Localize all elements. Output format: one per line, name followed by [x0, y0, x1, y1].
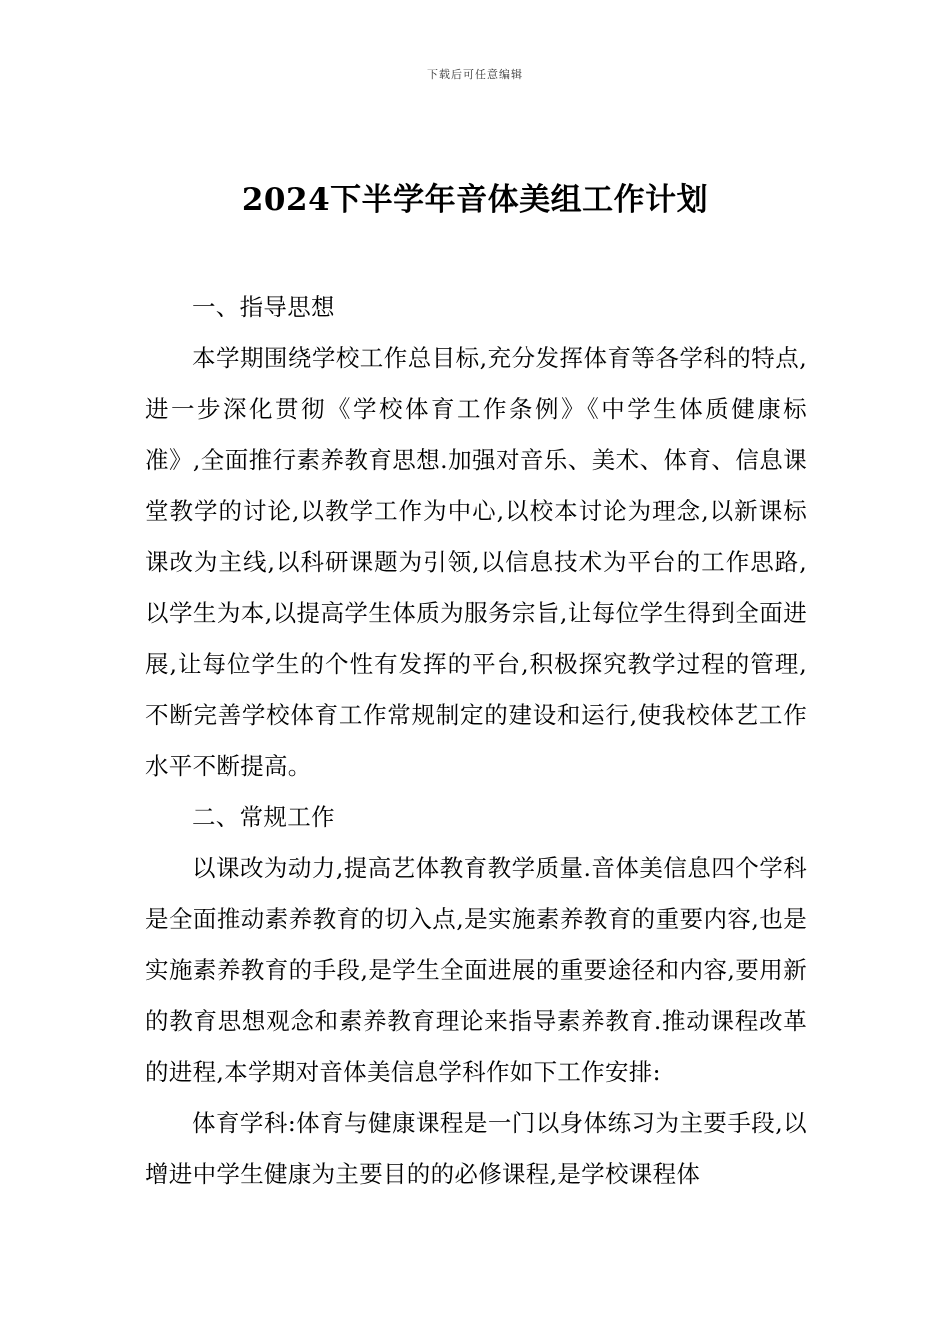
paragraph-guiding-ideology: 本学期围绕学校工作总目标,充分发挥体育等各学科的特点,进一步深化贯彻《学校体育工作条例》《中学生体质健康标准》,全面推行素养教育思想.加强对音乐、美术、体育、信息课堂教学的讨论,以教学工作为中心,以校本讨论为理念,以新课标课改为主线,以科研课题为引领,以信息技术为平台的工作思路,以学生为本,以提高学生体质为服务宗旨,让每位学生得到全面进展,让每位学生的个性有发挥的平台,积极探究教学过程的管理,不断完善学校体育工作常规制定的建设和运行,使我校体艺工作水平不断提高。 [145, 344, 807, 780]
paragraph-routine-work: 以课改为动力,提高艺体教育教学质量.音体美信息四个学科是全面推动素养教育的切入点,是实施素养教育的重要内容,也是实施素养教育的手段,是学生全面进展的重要途径和内容,要用新的教育思想观念和素养教育理论来指导素养教育.推动课程改革的进程,本学期对音体美信息学科作如下工作安排: [145, 854, 807, 1086]
document-title: 2024下半学年音体美组工作计划 [241, 182, 709, 218]
header-note: 下载后可任意编辑 [427, 68, 523, 81]
section-heading-guiding-ideology: 一、指导思想 [192, 293, 335, 321]
paragraph-pe-subject: 体育学科:体育与健康课程是一门以身体练习为主要手段,以增进中学生健康为主要目的的必修课程,是学校课程体 [145, 1109, 807, 1188]
section-heading-routine-work: 二、常规工作 [192, 803, 335, 831]
document-body [145, 282, 807, 1200]
